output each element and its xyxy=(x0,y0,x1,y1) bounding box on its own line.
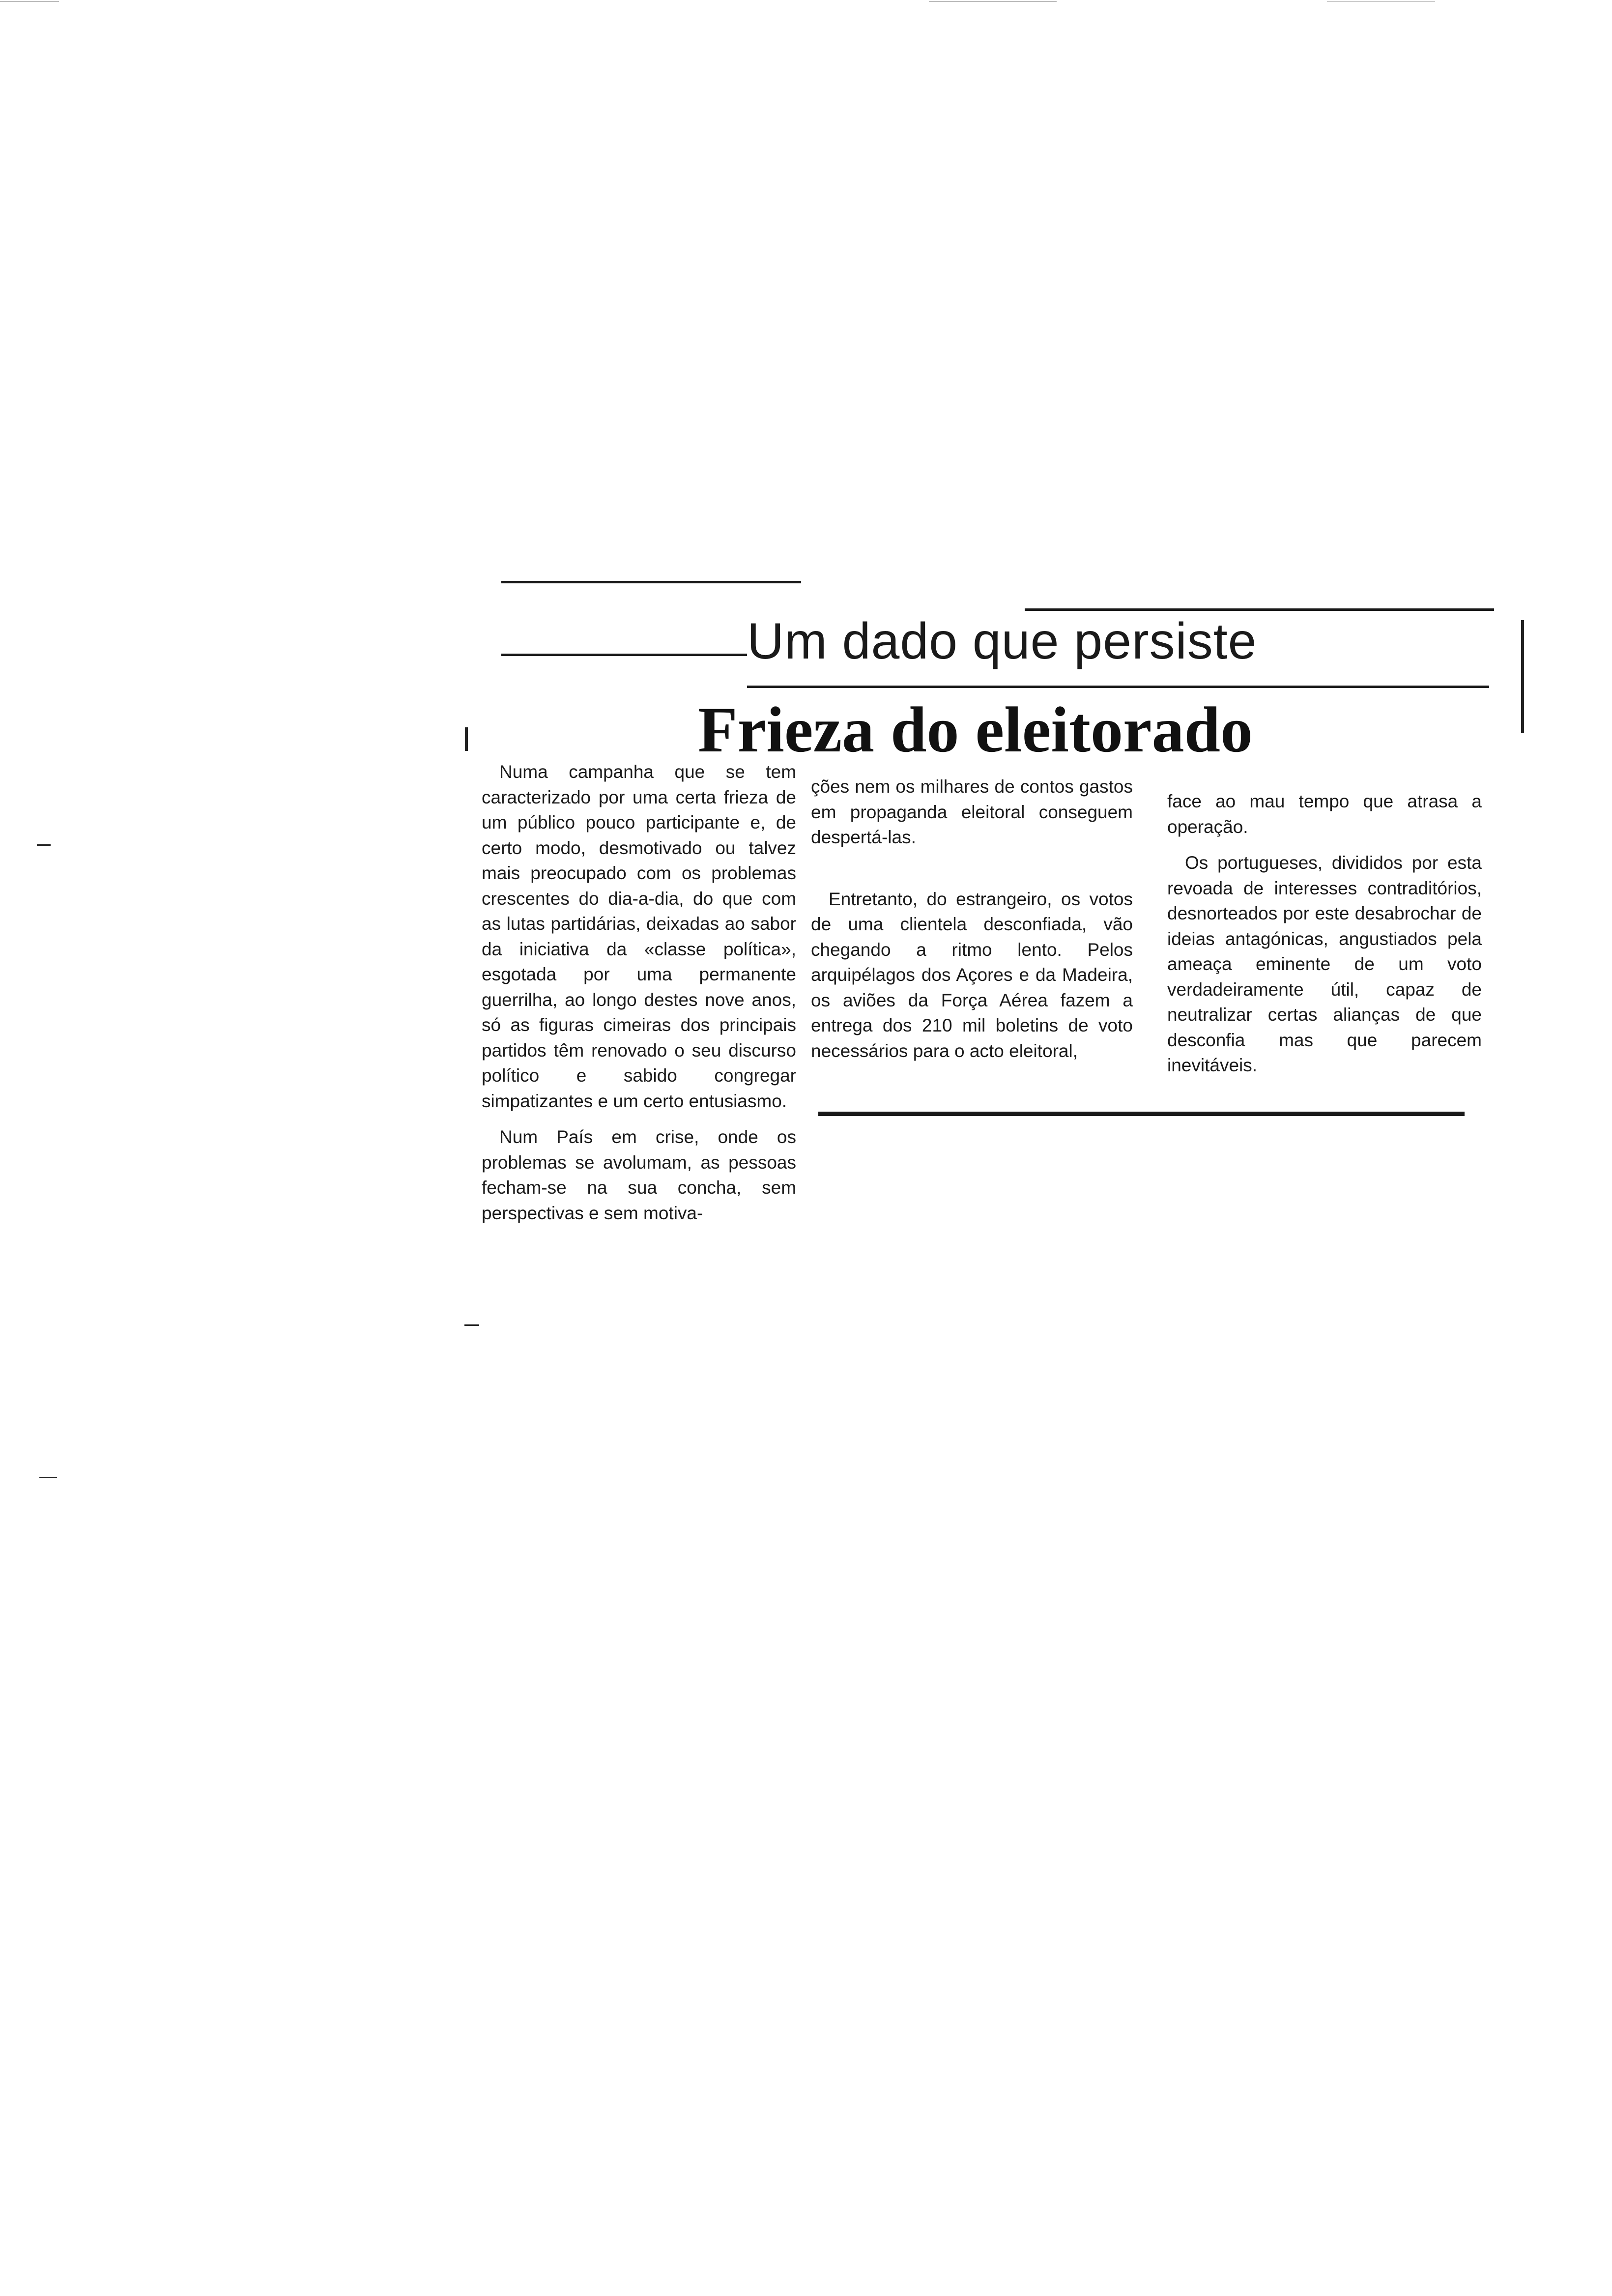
column3-paragraph-2: Os portugueses, divididos por esta revoada de interesses contraditórios, desnorteados por este desabrochar de ideias antagónicas, angustiados pela ameaça eminente de um voto verdadeiramente útil, capaz de neutralizar certas alianças de que desconfia mas que parecem inevitáveis. xyxy=(1167,853,1482,1075)
top-rule-left xyxy=(501,581,801,583)
article-column-3 xyxy=(1167,789,1482,1078)
column1-paragraph-1: Numa campanha que se tem caracterizado por uma certa frieza de um público pouco participante e, de certo modo, desmotivado ou talvez mais preocupado com os problemas crescentes do dia-a-dia, do que com as lutas partidárias, deixadas ao sabor da iniciativa da «classe política», esgotada por uma permanente guerrilha, ao longo destes nove anos, só as figuras cimeiras dos principais partidos têm renovado o seu discurso político e sabido congregar simpatizantes e um certo entusiasmo. xyxy=(482,762,796,1111)
scan-mark-top-edge-3 xyxy=(1327,1,1435,2)
scan-mark-top-edge-2 xyxy=(929,1,1057,2)
article-column-1 xyxy=(482,759,796,1226)
column2-paragraph-1: ções nem os milhares de contos gastos em propaganda eleitoral conseguem despertá-las. xyxy=(811,776,1133,847)
kicker-rule-left xyxy=(501,654,747,656)
column2-paragraph-2: Entretanto, do estrangeiro, os votos de uma clientela desconfiada, vão chegando a ritmo lento. Pelos arquipélagos dos Açores e da Madeira, os aviões da Força Aérea fazem a entrega dos 210 mil boletins de voto necessários para o acto eleitoral, xyxy=(811,889,1133,1061)
article-headline: Frieza do eleitorado xyxy=(698,693,1253,766)
kicker-underline-rule xyxy=(747,686,1489,688)
scan-mark-right-bar xyxy=(1521,620,1524,733)
column1-paragraph-2: Num País em crise, onde os problemas se avolumam, as pessoas fecham-se na sua concha, sem perspectivas e sem motiva- xyxy=(482,1127,796,1223)
column3-paragraph-1: face ao mau tempo que atrasa a operação. xyxy=(1167,791,1482,837)
closing-rule xyxy=(818,1112,1465,1116)
scan-mark-margin-tick xyxy=(37,844,51,846)
article-column-2 xyxy=(811,774,1133,1063)
scan-mark-margin-curve xyxy=(39,1477,57,1478)
article-kicker: Um dado que persiste xyxy=(747,613,1257,670)
scan-mark-left-bracket xyxy=(465,727,468,751)
scan-mark-bottom-dash xyxy=(464,1324,479,1326)
scan-mark-top-edge-1 xyxy=(0,1,59,2)
